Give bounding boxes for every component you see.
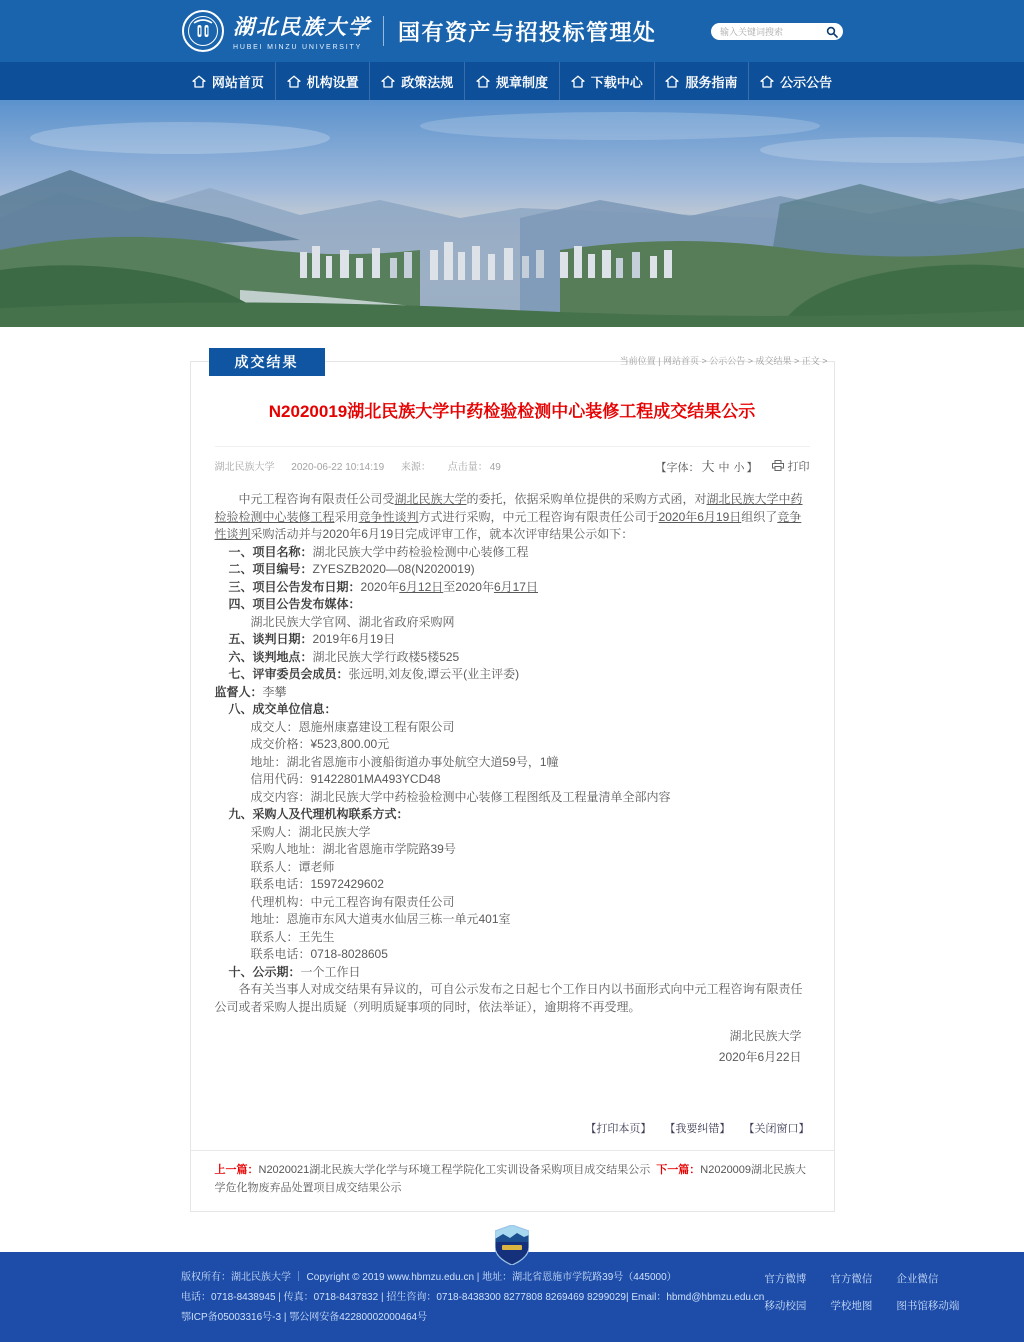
site-title: 国有资产与招投标管理处 xyxy=(398,19,657,45)
banner-photo xyxy=(0,100,1024,327)
nav-item-organization[interactable] xyxy=(275,62,370,100)
item-project-number xyxy=(215,561,810,579)
footer-copyright xyxy=(181,1268,764,1328)
item-winner-info-heading xyxy=(215,701,810,719)
signature-org: 湖北民族大学 xyxy=(729,1029,802,1043)
agency-address: 地址：恩施市东风大道夷水仙居三栋一单元401室 xyxy=(250,912,511,926)
search-box xyxy=(711,23,843,40)
prev-article-link[interactable]: N2020021湖北民族大学化学与环境工程学院化工实训设备采购项目成交结果公示 xyxy=(258,1164,651,1176)
item-contacts-heading xyxy=(215,806,810,824)
home-icon xyxy=(476,75,490,88)
nav-item-label: 政策法规 xyxy=(401,74,454,90)
breadcrumb[interactable]: 当前位置 | 网站首页 > 公示公告 > 成交结果 > 正文 > xyxy=(619,356,828,366)
article xyxy=(191,362,834,1150)
search-input[interactable] xyxy=(720,27,826,37)
link-official-weibo[interactable]: 官方微博 xyxy=(764,1273,807,1285)
item-label: 四、项目公告发布媒体： xyxy=(228,597,361,611)
item-label: 一、项目名称： xyxy=(228,544,313,559)
prev-next-nav xyxy=(191,1150,834,1211)
footer-links xyxy=(764,1268,959,1328)
nav-item-label: 规章制度 xyxy=(496,74,549,90)
date-seg: 至2020年 xyxy=(443,579,494,594)
item-text: ZYESZB2020—08(N2020019) xyxy=(312,562,475,576)
item-announce-media-value: 湖北民族大学官网、湖北省政府采购网 xyxy=(250,614,455,629)
font-size-medium-button[interactable]: 中 xyxy=(718,462,730,474)
content-panel xyxy=(190,354,835,1212)
intro-seg: 采用 xyxy=(334,509,359,524)
link-campus-map[interactable]: 学校地图 xyxy=(830,1300,873,1312)
item-label: 三、项目公告发布日期： xyxy=(228,579,361,594)
item-review-committee xyxy=(215,666,810,684)
nav-item-label: 服务指南 xyxy=(685,74,738,90)
purchaser-contact: 联系人：谭老师 xyxy=(250,859,335,874)
intro-seg: 采购活动并与2020年6月19日完成评审工作，就本次评审结果公示如下： xyxy=(250,527,634,541)
nav-item-label: 机构设置 xyxy=(306,74,359,90)
intro-seg-underlined: 竞争性谈判 xyxy=(358,509,419,524)
nav-item-label: 公示公告 xyxy=(780,74,833,90)
article-actions xyxy=(215,1120,810,1150)
print-label: 打印 xyxy=(787,460,810,473)
item-text: 张远明,刘友俊,谭云平(业主评委) xyxy=(348,667,520,681)
close-window-link[interactable]: 【关闭窗口】 xyxy=(743,1123,810,1135)
winner-address: 地址：湖北省恩施市小渡船街道办事处航空大道59号，1幢 xyxy=(250,754,559,769)
nav-item-label: 下载中心 xyxy=(590,74,643,90)
nav-item-downloads[interactable] xyxy=(559,62,654,100)
site-footer xyxy=(0,1252,1024,1342)
link-mobile-campus[interactable]: 移动校园 xyxy=(764,1300,807,1312)
winner-name: 成交人：恩施州康嘉建设工程有限公司 xyxy=(250,719,455,734)
intro-seg-underlined: 湖北民族大学中药检验检测中心装修工程 xyxy=(214,492,803,524)
next-label: 下一篇： xyxy=(656,1164,701,1176)
home-icon xyxy=(571,75,585,88)
intro-seg: 组织了 xyxy=(741,509,778,524)
agency-phone: 联系电话：0718-8028605 xyxy=(250,947,388,961)
item-publicity-period xyxy=(215,964,810,982)
nav-item-announcements[interactable] xyxy=(748,62,843,100)
meta-datetime: 2020-06-22 10:14:19 xyxy=(291,462,385,473)
font-size-small-button[interactable]: 小 xyxy=(733,462,745,474)
report-error-link[interactable]: 【我要纠错】 xyxy=(664,1123,731,1135)
signature-block xyxy=(215,1026,810,1068)
home-icon xyxy=(287,75,301,88)
winner-price: 成交价格：¥523,800.00元 xyxy=(250,737,390,751)
link-library-mobile[interactable]: 图书馆移动端 xyxy=(896,1300,960,1312)
date-seg: 2020年 xyxy=(360,579,400,594)
next-article-link[interactable]: N2020009湖北民族大学危化物废弃品处置项目成交结果公示 xyxy=(214,1164,807,1194)
home-icon xyxy=(381,75,395,88)
intro-seg: 的委托，依据采购单位提供的采购方式函，对 xyxy=(466,492,707,506)
print-page-link[interactable]: 【打印本页】 xyxy=(585,1123,652,1135)
shield-badge-icon xyxy=(495,1225,529,1265)
printer-icon xyxy=(772,460,784,471)
prev-label: 上一篇： xyxy=(214,1164,259,1176)
search-icon[interactable] xyxy=(826,26,838,38)
item-label: 七、评审委员会成员： xyxy=(228,667,349,681)
agency-name: 代理机构：中元工程咨询有限责任公司 xyxy=(250,894,455,909)
font-size-large-button[interactable]: 大 xyxy=(701,459,715,474)
home-icon xyxy=(665,75,679,88)
font-size-tools xyxy=(655,456,757,475)
meta-hits-value: 49 xyxy=(489,462,501,473)
section-tab-deal-results[interactable]: 成交结果 xyxy=(209,348,325,376)
link-enterprise-wechat[interactable]: 企业微信 xyxy=(896,1273,939,1285)
date-seg-underlined: 6月17日 xyxy=(493,579,538,594)
item-text: 湖北民族大学行政楼5楼525 xyxy=(312,649,460,664)
article-meta xyxy=(215,446,810,483)
purchaser-phone: 联系电话：15972429602 xyxy=(250,877,384,891)
nav-item-regulations[interactable] xyxy=(464,62,559,100)
item-text: 2019年6月19日 xyxy=(312,632,396,646)
footer-line-1: 版权所有：湖北民族大学 ｜ Copyright © 2019 www.hbmzu.edu.cn | 地址：湖北省恩施市学院路39号（445000） xyxy=(181,1272,677,1283)
home-icon xyxy=(192,75,206,88)
intro-seg-underlined: 竞争性谈判 xyxy=(214,509,802,541)
nav-item-service-guide[interactable] xyxy=(654,62,749,100)
item-label: 五、谈判日期： xyxy=(228,632,313,646)
meta-hits-label: 点击量： xyxy=(447,462,488,473)
item-project-name xyxy=(215,544,810,562)
item-announce-dates xyxy=(215,579,810,597)
font-tools-suffix: 】 xyxy=(746,462,758,474)
meta-org: 湖北民族大学 xyxy=(214,462,275,473)
link-official-wechat[interactable]: 官方微信 xyxy=(830,1273,873,1285)
date-seg-underlined: 6月12日 xyxy=(399,579,444,594)
intro-seg-underlined: 湖北民族大学 xyxy=(394,492,467,506)
main-nav xyxy=(0,62,1024,100)
university-logo[interactable] xyxy=(181,9,371,53)
item-announce-media xyxy=(215,596,810,614)
item-negotiation-place xyxy=(215,649,810,667)
article-body xyxy=(215,491,810,1016)
winner-content: 成交内容：湖北民族大学中药检验检测中心装修工程图纸及工程量清单全部内容 xyxy=(250,789,671,804)
article-title: N2020019湖北民族大学中药检验检测中心装修工程成交结果公示 xyxy=(268,402,756,421)
item-label: 九、采购人及代理机构联系方式： xyxy=(228,807,409,821)
home-icon xyxy=(760,75,774,88)
item-label: 八、成交单位信息： xyxy=(228,702,337,716)
item-negotiation-date xyxy=(215,631,810,649)
item-label: 监督人： xyxy=(214,684,263,699)
signature-date: 2020年6月22日 xyxy=(718,1050,802,1064)
meta-source-label: 来源： xyxy=(400,462,431,473)
nav-item-home[interactable] xyxy=(181,62,275,100)
nav-item-label: 网站首页 xyxy=(211,74,264,90)
winner-credit-code: 信用代码：91422801MA493YCD48 xyxy=(250,772,441,786)
print-button[interactable] xyxy=(772,458,810,474)
site-header xyxy=(0,0,1024,62)
header-divider xyxy=(383,16,384,46)
item-text: 李攀 xyxy=(262,684,287,699)
nav-item-policies[interactable] xyxy=(369,62,464,100)
item-label: 二、项目编号： xyxy=(228,562,313,576)
intro-paragraph xyxy=(215,491,810,544)
university-emblem-icon xyxy=(181,9,225,53)
closing-paragraph: 各有关当事人对成交结果有异议的，可自公示发布之日起七个工作日内以书面形式向中元工程咨询有限责任公司或者采购人提出质疑（列明质疑事项的同时，依法举证），逾期将不再受理。 xyxy=(214,982,803,1014)
agency-contact: 联系人：王先生 xyxy=(250,929,335,944)
item-text: 湖北民族大学中药检验检测中心装修工程 xyxy=(312,544,529,559)
footer-line-3: 鄂ICP备05003316号-3 | 鄂公网安备42280002000464号 xyxy=(181,1312,428,1323)
footer-line-2: 电话：0718-8438945 | 传真：0718-8437832 | 招生咨询：0718-8438300 8277808 8269469 8299029| Email：hbmd@hbmzu.edu.cn xyxy=(181,1292,765,1303)
purchaser-address: 采购人地址：湖北省恩施市学院路39号 xyxy=(250,842,456,856)
font-tools-prefix: 【字体： xyxy=(655,462,700,474)
item-label: 六、谈判地点： xyxy=(228,649,313,664)
university-name-cn: 湖北民族大学 xyxy=(233,14,371,39)
intro-seg: 中元工程咨询有限责任公司受 xyxy=(238,492,395,506)
purchaser-name: 采购人：湖北民族大学 xyxy=(250,824,371,839)
intro-seg-underlined: 2020年6月19日 xyxy=(658,509,742,524)
item-label: 十、公示期： xyxy=(228,964,301,979)
intro-seg: 方式进行采购，中元工程咨询有限责任公司于 xyxy=(418,509,659,524)
university-name-en: HUBEI MINZU UNIVERSITY xyxy=(233,44,363,51)
item-text: 一个工作日 xyxy=(300,964,361,979)
item-supervisor xyxy=(215,684,810,702)
